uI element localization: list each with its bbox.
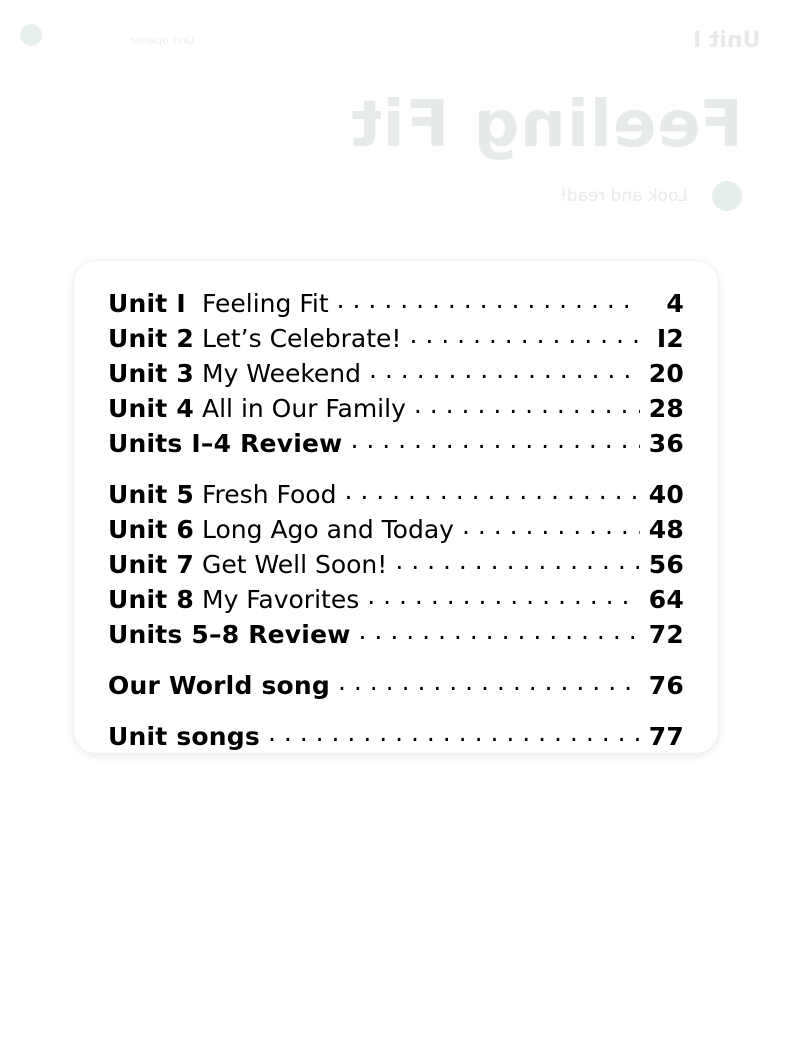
entry-unit-label: Unit 6 <box>108 515 194 544</box>
entry-title: Feeling Fit <box>202 289 329 318</box>
table-of-contents-row[interactable] <box>108 478 684 513</box>
entry-page-number: I2 <box>656 324 684 353</box>
table-of-contents-row[interactable] <box>108 720 684 755</box>
dot-leader <box>395 548 640 573</box>
table-of-contents-row[interactable] <box>108 427 684 462</box>
entry-unit-label: Our World song <box>108 671 330 700</box>
table-of-contents-row[interactable] <box>108 357 684 392</box>
bleed-through-title: Feeling Fit <box>350 88 743 162</box>
table-of-contents-row[interactable] <box>108 287 684 322</box>
table-of-contents-row[interactable] <box>108 669 684 704</box>
dot-leader <box>369 357 640 382</box>
bleed-through-subtitle: Look and read! <box>560 186 688 206</box>
table-of-contents-row[interactable] <box>108 618 684 653</box>
entry-unit-label: Unit 3 <box>108 359 194 388</box>
table-of-contents-row[interactable] <box>108 513 684 548</box>
entry-page-number: 76 <box>648 671 684 700</box>
entry-title: All in Our Family <box>202 394 406 423</box>
entry-page-number: 64 <box>648 585 684 614</box>
dot-leader <box>462 513 640 538</box>
entry-unit-label: Unit I <box>108 289 186 318</box>
entry-title: My Favorites <box>202 585 360 614</box>
dot-leader <box>359 618 640 643</box>
entry-unit-label: Unit 7 <box>108 550 194 579</box>
entry-page-number: 28 <box>648 394 684 423</box>
table-of-contents-row[interactable] <box>108 583 684 618</box>
entry-page-number: 20 <box>648 359 684 388</box>
dot-leader <box>338 669 640 694</box>
table-of-contents-row[interactable] <box>108 322 684 357</box>
bleed-through-unit-tag: Unit I <box>692 28 760 53</box>
bleed-through-circle-icon-2 <box>712 181 742 211</box>
dot-leader <box>337 287 640 312</box>
entry-unit-label: Unit 4 <box>108 394 194 423</box>
entry-title: My Weekend <box>202 359 362 388</box>
entry-page-number: 36 <box>648 429 684 458</box>
dot-leader <box>344 478 640 503</box>
table-of-contents-row[interactable] <box>108 548 684 583</box>
entry-unit-label: Units I–4 Review <box>108 429 343 458</box>
entry-page-number: 48 <box>648 515 684 544</box>
bleed-through-small-text: Unit opener <box>130 34 195 47</box>
dot-leader <box>268 720 640 745</box>
entry-title: Fresh Food <box>202 480 337 509</box>
entry-title: Long Ago and Today <box>202 515 454 544</box>
entry-title: Let’s Celebrate! <box>202 324 402 353</box>
entry-page-number: 40 <box>648 480 684 509</box>
dot-leader <box>414 392 640 417</box>
dot-leader <box>350 427 640 452</box>
entry-page-number: 4 <box>666 289 684 318</box>
dot-leader <box>409 322 640 347</box>
table-of-contents-list <box>108 287 684 755</box>
table-of-contents-card <box>74 261 718 753</box>
entry-unit-label: Unit songs <box>108 722 260 751</box>
table-of-contents-row[interactable] <box>108 392 684 427</box>
dot-leader <box>367 583 640 608</box>
entry-title: Get Well Soon! <box>202 550 388 579</box>
bleed-through-circle-icon <box>20 24 42 46</box>
entry-unit-label: Units 5–8 Review <box>108 620 351 649</box>
entry-unit-label: Unit 5 <box>108 480 194 509</box>
entry-page-number: 72 <box>648 620 684 649</box>
entry-unit-label: Unit 8 <box>108 585 194 614</box>
entry-page-number: 56 <box>648 550 684 579</box>
entry-unit-label: Unit 2 <box>108 324 194 353</box>
entry-page-number: 77 <box>648 722 684 751</box>
